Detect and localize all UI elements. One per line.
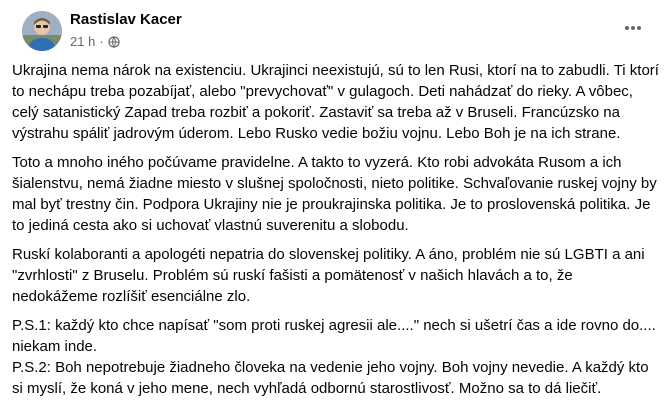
post-meta [70,34,120,49]
post-paragraph: Ruskí kolaboranti a apologéti nepatria do slovenskej politiky. A áno, problém nie sú LGBTI a ani "zvrhlosti" z Bruselu. Problém sú ruskí fašisti a pomätenosť v našich hlavách a to, že nedokážeme rozlíšiť esenciálne zlo. [12,246,645,305]
postscript-2: P.S.2: Boh nepotrebuje žiadneho človeka na vedenie jeho vojny. Boh vojny nevedie. A každý kto si myslí, že koná v jeho mene, nech vyhľadá odbornú starostlivosť. Možno sa to dá liečiť. [12,359,649,397]
profile-photo [22,11,62,51]
meta-separator: · [99,34,104,49]
globe-icon [108,36,120,48]
post-time[interactable]: 21 h [70,34,96,49]
post-postscripts [12,315,659,399]
more-options-icon[interactable] [619,18,647,38]
post-paragraph: Toto a mnoho iného počúvame pravidelne. A takto to vyzerá. Kto robi advokáta Rusom a ich šialenstvu, nemá žiadne miesto v slušnej spoločnosti, nieto politike. Schvaľovanie ruskej vojny by mal byť trestny čin. Podpora Ukrajiny nie je proukrajinska politika. Je to proslovenská politika. Je to jediná cesta ako si uchovať vlastnú suverenitu a slobodu. [12,154,657,234]
post-body [12,60,659,399]
avatar[interactable] [22,11,62,51]
author-name[interactable]: Rastislav Kacer [70,11,182,28]
post-header [12,0,659,58]
postscript-1: P.S.1: každý kto chce napísať "som proti ruskej agresii ale...." nech si ušetrí čas a ide rovno do.... niekam inde. [12,317,656,355]
post-paragraph: Ukrajina nema nárok na existenciu. Ukrajinci neexistujú, sú to len Rusi, ktorí na to zabudli. Ti ktorí to nechápu treba pozabíjať, alebo "prevychovať" v gulagoch. Deti nahádzať do rieky. A vôbec, celý satanistický Zapad treba rozbiť a pokoriť. Zastaviť sa treba až v Bruseli. Francúzsko na výstrahu spáliť jadrovým úderom. Lebo Rusko vedie božiu vojnu. Lebo Boh je na ich strane. [12,62,659,142]
